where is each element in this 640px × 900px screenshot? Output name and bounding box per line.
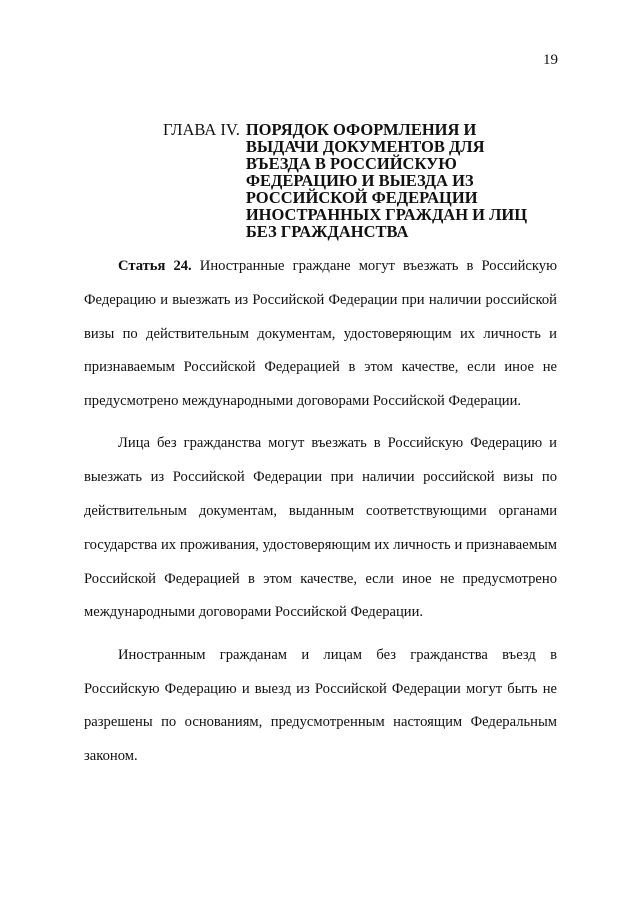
article-paragraph-3: Иностранным гражданам и лицам без гражданства въезд в Российскую Федерацию и выезд из Российской Федерации могут быть не разрешены по основаниям, предусмотренным настоящим Федеральным законом.	[84, 646, 557, 765]
article-body	[84, 250, 557, 782]
article-paragraph-1	[84, 250, 557, 419]
chapter-title: ПОРЯДОК ОФОРМЛЕНИЯ И ВЫДАЧИ ДОКУМЕНТОВ ДЛЯ ВЪЕЗДА В РОССИЙСКУЮ ФЕДЕРАЦИЮ И ВЫЕЗДА ИЗ РОССИЙСКОЙ ФЕДЕРАЦИИ ИНОСТРАННЫХ ГРАЖДАН И ЛИЦ БЕЗ ГРАЖДАНСТВА	[245, 120, 528, 241]
article-paragraph-1-text: Иностранные граждане могут въезжать в Российскую Федерацию и выезжать из Российской Федерации при наличии российской визы по действительным документам, удостоверяющим их личность и признаваемым Российской Федерацией в этом качестве, если иное не предусмотрено международными договорами Российской Федерации.	[84, 258, 557, 410]
chapter-label: ГЛАВА IV.	[163, 120, 240, 139]
article-label: Статья 24.	[118, 258, 192, 274]
chapter-heading	[163, 121, 546, 240]
page-number: 19	[543, 52, 558, 68]
article-paragraph-2: Лица без гражданства могут въезжать в Российскую Федерацию и выезжать из Российской Федерации при наличии российской визы по действительным документам, выданным соответствующими органами государства их проживания, удостоверяющим их личность и признаваемым Российской Федерацией в этом качестве, если иное не предусмотрено международными договорами Российской Федерации.	[84, 435, 557, 621]
